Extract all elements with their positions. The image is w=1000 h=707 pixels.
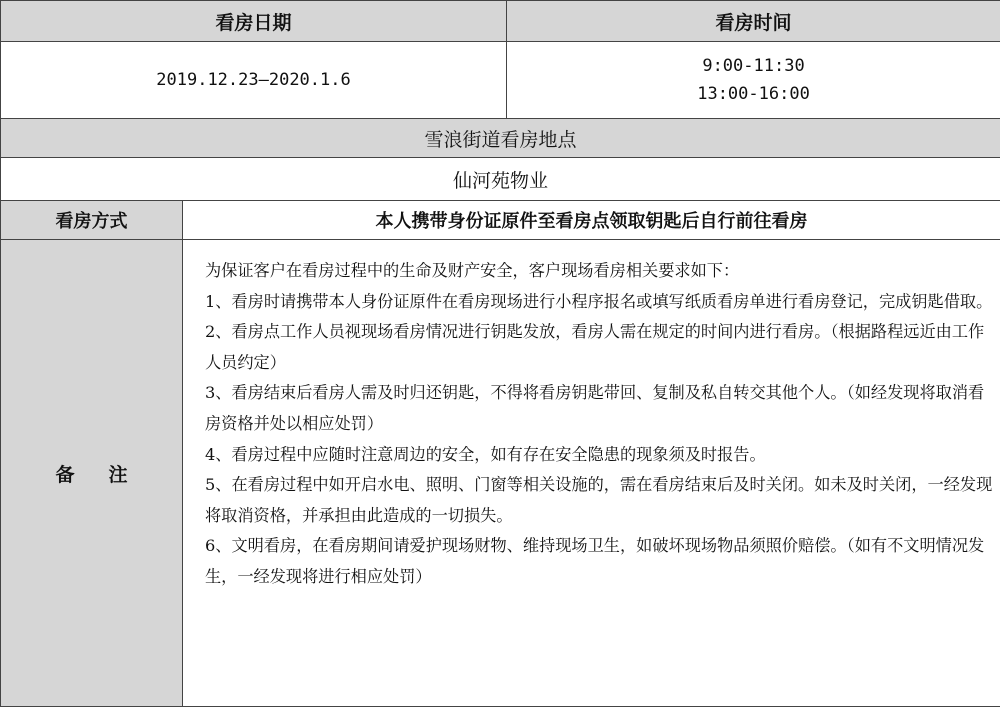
time-slot-afternoon: 13:00-16:00	[507, 80, 1000, 108]
remark-item-2: 2、看房点工作人员视现场看房情况进行钥匙发放，看房人需在规定的时间内进行看房。（根据路程远近由工作人员约定）	[205, 317, 996, 378]
time-header: 看房时间	[507, 1, 1000, 42]
remark-item-6: 6、文明看房，在看房期间请爱护现场财物、维持现场卫生，如破坏现场物品须照价赔偿。（如有不文明情况发生，一经发现将进行相应处罚）	[205, 531, 996, 592]
remarks-content	[183, 240, 1000, 707]
location-place: 仙河苑物业	[1, 158, 1000, 201]
date-range: 2019.12.23—2020.1.6	[1, 42, 507, 119]
time-slots	[507, 42, 1000, 119]
remarks-label: 备注	[1, 240, 183, 707]
remark-item-3: 3、看房结束后看房人需及时归还钥匙，不得将看房钥匙带回、复制及私自转交其他个人。（如经发现将取消看房资格并处以相应处罚）	[205, 378, 996, 439]
remark-item-4: 4、看房过程中应随时注意周边的安全，如有存在安全隐患的现象须及时报告。	[205, 440, 996, 471]
remark-item-5: 5、在看房过程中如开启水电、照明、门窗等相关设施的，需在看房结束后及时关闭。如未及时关闭，一经发现将取消资格，并承担由此造成的一切损失。	[205, 470, 996, 531]
method-value: 本人携带身份证原件至看房点领取钥匙后自行前往看房	[183, 201, 1000, 240]
remark-item-1: 1、看房时请携带本人身份证原件在看房现场进行小程序报名或填写纸质看房单进行看房登记，完成钥匙借取。	[205, 287, 996, 318]
location-section-title: 雪浪街道看房地点	[1, 119, 1000, 158]
time-slot-morning: 9:00-11:30	[507, 52, 1000, 80]
date-header: 看房日期	[1, 1, 507, 42]
remarks-intro: 为保证客户在看房过程中的生命及财产安全，客户现场看房相关要求如下：	[205, 256, 996, 287]
method-label: 看房方式	[1, 201, 183, 240]
